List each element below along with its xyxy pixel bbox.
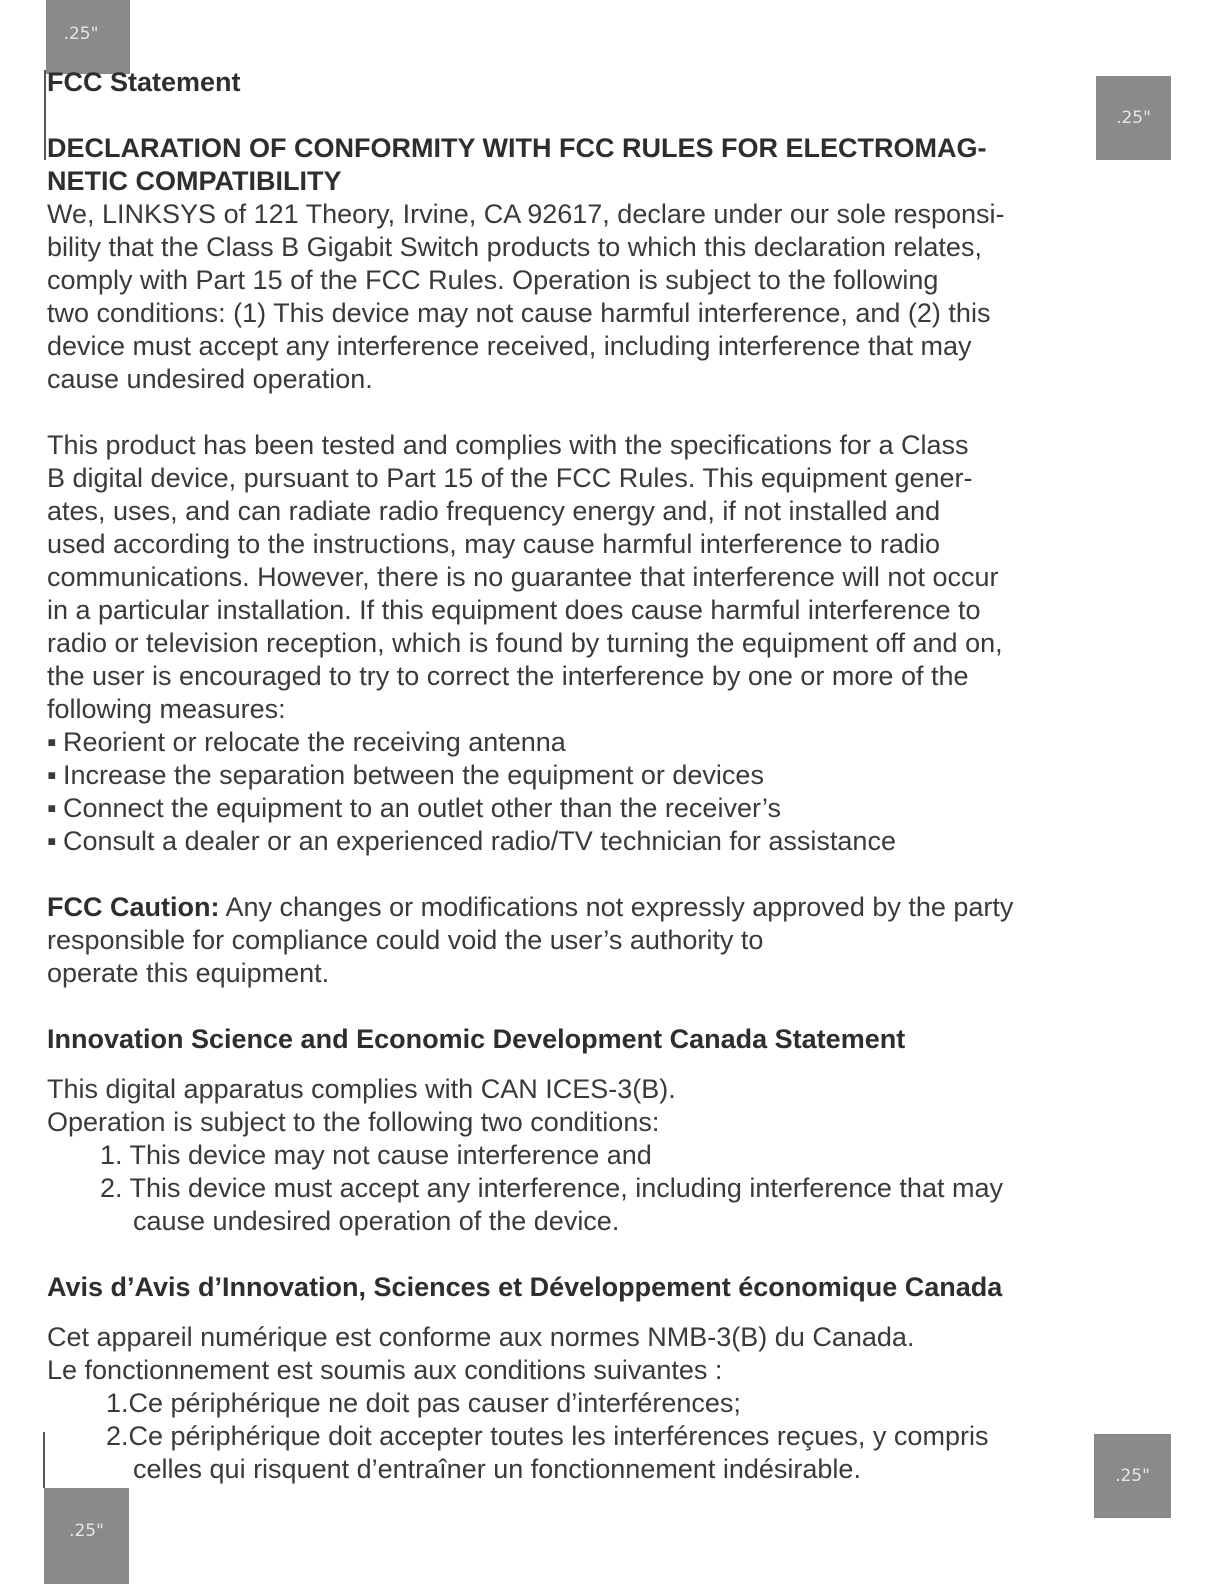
paragraph-line: We, LINKSYS of 121 Theory, Irvine, CA 92617, declare under our sole responsi- [47,199,1005,229]
paragraph-line: Cet appareil numérique est conforme aux normes NMB-3(B) du Canada. [47,1322,915,1352]
tested-paragraph [47,429,1097,726]
paragraph-line: two conditions: (1) This device may not cause harmful interference, and (2) this [47,298,991,328]
ised-fr-conditions [47,1387,1097,1486]
margin-marker-label: .25" [69,1521,104,1541]
margin-marker-bottom-right [1094,1434,1171,1518]
paragraph-line: This digital apparatus complies with CAN ICES-3(B). [47,1074,676,1104]
paragraph-line: device must accept any interference received, including interference that may [47,331,972,361]
list-item [47,759,1097,792]
list-item: celles qui risquent d’entraîner un fonctionnement indésirable. [133,1454,861,1484]
paragraph-line: bility that the Class B Gigabit Switch products to which this declaration relates, [47,232,982,262]
list-item-text: Reorient or relocate the receiving antenna [63,727,566,757]
measures-list [47,726,1097,858]
document-body [47,66,1097,1486]
list-item-text: Consult a dealer or an experienced radio/TV technician for assistance [63,826,896,856]
fcc-title: FCC Statement [47,67,241,97]
paragraph-line: used according to the instructions, may cause harmful interference to radio [47,529,940,559]
declaration-heading-line: NETIC COMPATIBILITY [47,166,342,196]
margin-marker-top-right [1096,76,1171,160]
paragraph-line: Operation is subject to the following two conditions: [47,1107,660,1137]
paragraph-line: operate this equipment. [47,958,330,988]
declaration-paragraph [47,198,1097,396]
list-item: 2.Ce périphérique doit accepter toutes les interférences reçues, y compris [106,1421,989,1451]
paragraph-line: communications. However, there is no guarantee that interference will not occur [47,562,999,592]
crop-line-top [44,70,46,160]
margin-marker-top-left [46,0,130,74]
list-item-text: Connect the equipment to an outlet other than the receiver’s [63,793,781,823]
paragraph-line: responsible for compliance could void the user’s authority to [47,925,764,955]
ised-en-title: Innovation Science and Economic Development Canada Statement [47,1024,906,1054]
paragraph-line: in a particular installation. If this equipment does cause harmful interference to [47,595,981,625]
bullet-icon: ▪ [47,826,57,856]
crop-line-bottom [43,1432,45,1488]
list-item: 1. This device may not cause interference and [100,1140,652,1170]
caution-label: FCC Caution: [47,892,220,922]
list-item [47,792,1097,825]
list-item-text: Increase the separation between the equipment or devices [63,760,764,790]
margin-marker-label: .25" [63,24,99,44]
list-item: cause undesired operation of the device. [133,1206,620,1236]
declaration-heading [47,132,1097,198]
bullet-icon: ▪ [47,760,57,790]
margin-marker-bottom-left [44,1488,129,1584]
paragraph-line [47,891,1097,924]
list-item [47,825,1097,858]
paragraph-line: This product has been tested and complies with the specifications for a Class [47,430,969,460]
ised-en-body [47,1073,1097,1238]
ised-en-conditions [47,1139,1097,1238]
ised-fr-body [47,1321,1097,1486]
caution-text: Any changes or modifications not expressly approved by the party [219,892,1014,922]
paragraph-line: Le fonctionnement est soumis aux conditions suivantes : [47,1355,723,1385]
list-item [47,726,1097,759]
fcc-caution [47,891,1097,990]
paragraph-line: comply with Part 15 of the FCC Rules. Operation is subject to the following [47,265,939,295]
margin-marker-label: .25" [1116,108,1151,128]
bullet-icon: ▪ [47,727,57,757]
declaration-heading-line: DECLARATION OF CONFORMITY WITH FCC RULES FOR ELECTROMAG- [47,133,987,163]
ised-fr-title: Avis d’Avis d’Innovation, Sciences et Développement économique Canada [47,1272,1003,1302]
paragraph-line: cause undesired operation. [47,364,373,394]
bullet-icon: ▪ [47,793,57,823]
paragraph-line: the user is encouraged to try to correct the interference by one or more of the [47,661,969,691]
paragraph-line: radio or television reception, which is found by turning the equipment off and on, [47,628,1003,658]
margin-marker-label: .25" [1115,1466,1150,1486]
paragraph-line: following measures: [47,694,286,724]
paragraph-line: ates, uses, and can radiate radio frequency energy and, if not installed and [47,496,941,526]
list-item: 1.Ce périphérique ne doit pas causer d’interférences; [106,1388,741,1418]
list-item: 2. This device must accept any interference, including interference that may [100,1173,1003,1203]
paragraph-line: B digital device, pursuant to Part 15 of the FCC Rules. This equipment gener- [47,463,973,493]
